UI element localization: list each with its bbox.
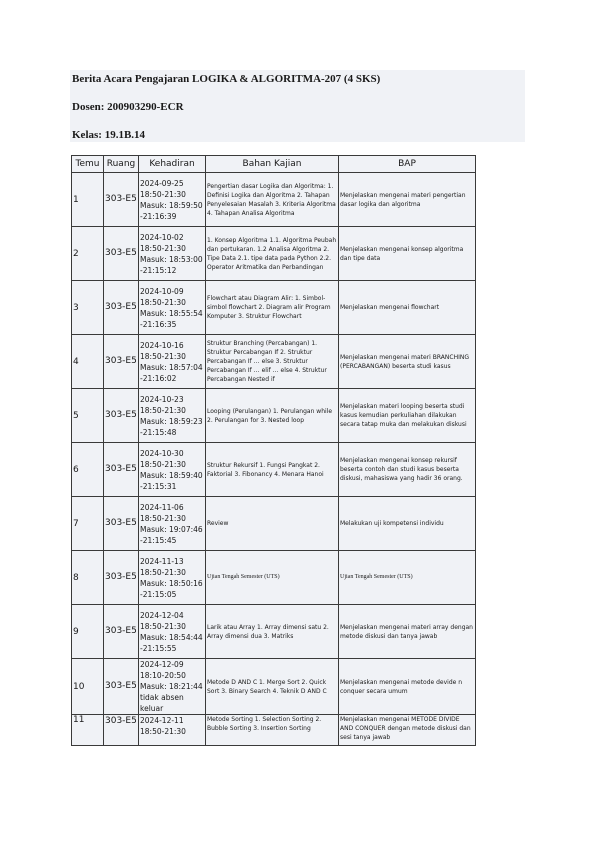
column-header-temu: Temu	[72, 156, 104, 173]
cell-bahan-kajian: Ujian Tengah Semester (UTS)	[206, 551, 339, 605]
cell-temu: 3	[72, 281, 104, 335]
cell-kehadiran: 2024-12-04 18:50-21:30 Masuk: 18:54:44 -21:15:55	[139, 605, 206, 659]
cell-temu: 5	[72, 389, 104, 443]
table-row	[72, 715, 476, 746]
cell-bahan-kajian: Metode Sorting 1. Selection Sorting 2. Bubble Sorting 3. Insertion Sorting	[206, 715, 339, 746]
cell-kehadiran: 2024-10-23 18:50-21:30 Masuk: 18:59:23 -21:15:48	[139, 389, 206, 443]
table-row	[72, 335, 476, 389]
table-row	[72, 227, 476, 281]
cell-temu: 4	[72, 335, 104, 389]
cell-temu: 6	[72, 443, 104, 497]
cell-bap: Menjelaskan mengenai konsep algoritma dan tipe data	[339, 227, 476, 281]
cell-bap: Menjelaskan mengenai materi pengertian dasar logika dan algoritma	[339, 173, 476, 227]
cell-ruang: 303-E5	[104, 497, 139, 551]
cell-kehadiran: 2024-10-09 18:50-21:30 Masuk: 18:55:54 -21:16:35	[139, 281, 206, 335]
cell-bahan-kajian: Larik atau Array 1. Array dimensi satu 2. Array dimensi dua 3. Matriks	[206, 605, 339, 659]
cell-bahan-kajian: 1. Konsep Algoritma 1.1. Algoritma Peubah dan pertukaran. 1.2 Analisa Algoritma 2. Tipe Data 2.1. tipe data pada Python 2.2. Operator Aritmatika dan Perbandingan	[206, 227, 339, 281]
table-header-row	[72, 156, 476, 173]
column-header-bap: BAP	[339, 156, 476, 173]
teaching-report-table	[71, 155, 476, 746]
cell-bap: Menjelaskan materi looping beserta studi kasus kemudian perkuliahan dilakukan secara tatap muka dan melakukan diskusi	[339, 389, 476, 443]
cell-kehadiran: 2024-11-13 18:50-21:30 Masuk: 18:50:16 -21:15:05	[139, 551, 206, 605]
cell-bahan-kajian: Flowchart atau Diagram Alir: 1. Simbol-simbol flowchart 2. Diagram alir Program Komputer 3. Struktur Flowchart	[206, 281, 339, 335]
cell-kehadiran: 2024-10-30 18:50-21:30 Masuk: 18:59:40 -21:15:31	[139, 443, 206, 497]
cell-ruang: 303-E5	[104, 335, 139, 389]
cell-ruang: 303-E5	[104, 443, 139, 497]
column-header-kehadiran: Kehadiran	[139, 156, 206, 173]
cell-temu: 8	[72, 551, 104, 605]
cell-ruang: 303-E5	[104, 551, 139, 605]
cell-kehadiran: 2024-12-09 18:10-20:50 Masuk: 18:21:44 tidak absen keluar	[139, 659, 206, 715]
cell-bap: Menjelaskan mengenai flowchart	[339, 281, 476, 335]
column-header-ruang: Ruang	[104, 156, 139, 173]
document-header	[70, 70, 525, 142]
cell-ruang: 303-E5	[104, 659, 139, 715]
cell-kehadiran: 2024-11-06 18:50-21:30 Masuk: 19:07:46 -21:15:45	[139, 497, 206, 551]
cell-ruang: 303-E5	[104, 605, 139, 659]
cell-ruang: 303-E5	[104, 389, 139, 443]
table-row	[72, 281, 476, 335]
cell-temu: 10	[72, 659, 104, 715]
document-title: Berita Acara Pengajaran LOGIKA & ALGORITMA-207 (4 SKS)	[72, 73, 381, 85]
cell-temu: 2	[72, 227, 104, 281]
cell-bahan-kajian: Looping (Perulangan) 1. Perulangan while 2. Perulangan for 3. Nested loop	[206, 389, 339, 443]
cell-temu: 9	[72, 605, 104, 659]
class-label: Kelas: 19.1B.14	[72, 129, 146, 141]
cell-temu: 11	[72, 715, 104, 746]
cell-bahan-kajian: Struktur Rekursif 1. Fungsi Pangkat 2. Faktorial 3. Fibonancy 4. Menara Hanoi	[206, 443, 339, 497]
cell-kehadiran: 2024-12-11 18:50-21:30	[139, 715, 206, 746]
cell-bap: Menjelaskan mengenai METODE DIVIDE AND CONQUER dengan metode diskusi dan sesi tanya jawab	[339, 715, 476, 746]
cell-kehadiran: 2024-10-02 18:50-21:30 Masuk: 18:53:00 -21:15:12	[139, 227, 206, 281]
table-row	[72, 389, 476, 443]
cell-bahan-kajian: Struktur Branching (Percabangan) 1. Struktur Percabangan If 2. Struktur Percabangan If … else 3. Struktur Percabangan If … elif … else 4. Struktur Percabangan Nested if	[206, 335, 339, 389]
cell-kehadiran: 2024-10-16 18:50-21:30 Masuk: 18:57:04 -21:16:02	[139, 335, 206, 389]
cell-ruang: 303-E5	[104, 715, 139, 746]
table-row	[72, 605, 476, 659]
cell-bahan-kajian: Pengertian dasar Logika dan Algoritma: 1. Definisi Logika dan Algoritma 2. Tahapan Penyelesaian Masalah 3. Kriteria Algoritma 4. Tahapan Analisa Algoritma	[206, 173, 339, 227]
lecturer-label: Dosen: 200903290-ECR	[72, 101, 184, 113]
cell-bap: Menjelaskan mengenai konsep rekursif beserta contoh dan studi kasus beserta diskusi, mahasiswa yang hadir 36 orang.	[339, 443, 476, 497]
cell-ruang: 303-E5	[104, 173, 139, 227]
table-row	[72, 443, 476, 497]
cell-bap: Menjelaskan mengenai materi BRANCHING (PERCABANGAN) beserta studi kasus	[339, 335, 476, 389]
cell-bahan-kajian: Metode D AND C 1. Merge Sort 2. Quick Sort 3. Binary Search 4. Teknik D AND C	[206, 659, 339, 715]
cell-ruang: 303-E5	[104, 281, 139, 335]
cell-bap: Melakukan uji kompetensi individu	[339, 497, 476, 551]
cell-bap: Menjelaskan mengenai materi array dengan metode diskusi dan tanya jawab	[339, 605, 476, 659]
column-header-bahan-kajian: Bahan Kajian	[206, 156, 339, 173]
table-row	[72, 659, 476, 715]
cell-kehadiran: 2024-09-25 18:50-21:30 Masuk: 18:59:50 -21:16:39	[139, 173, 206, 227]
cell-temu: 7	[72, 497, 104, 551]
cell-temu: 1	[72, 173, 104, 227]
table-row	[72, 551, 476, 605]
table-row	[72, 173, 476, 227]
cell-bap: Ujian Tengah Semester (UTS)	[339, 551, 476, 605]
cell-bahan-kajian: Review	[206, 497, 339, 551]
cell-ruang: 303-E5	[104, 227, 139, 281]
cell-bap: Menjelaskan mengenai metode devide n conquer secara umum	[339, 659, 476, 715]
table-row	[72, 497, 476, 551]
